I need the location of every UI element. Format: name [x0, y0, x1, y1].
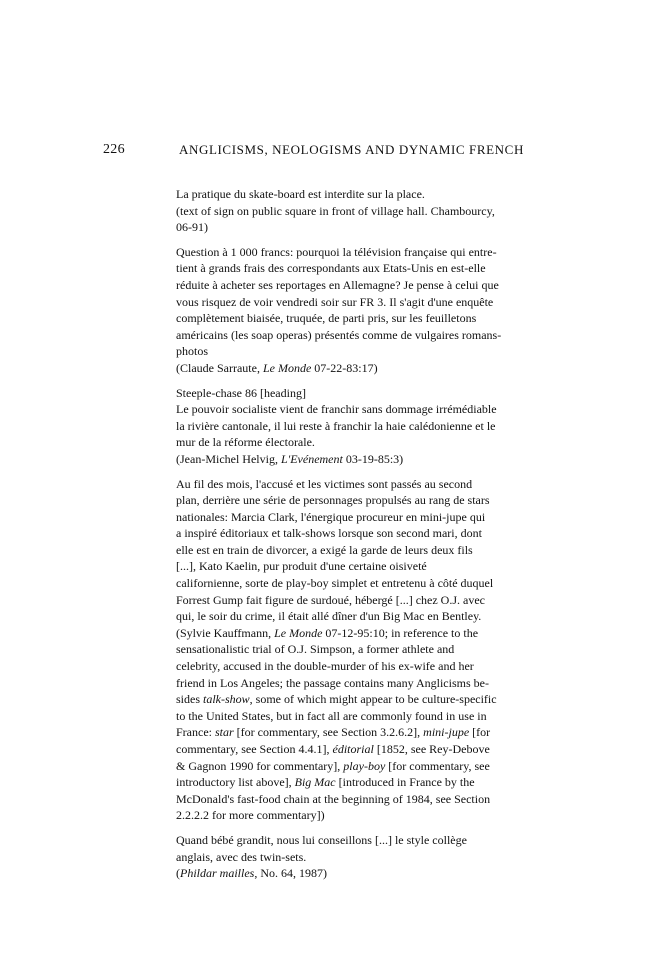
- text-line: friend in Los Angeles; the passage contains many Anglicisms be-: [176, 675, 489, 690]
- quotation-text: [176, 186, 548, 236]
- text-line: complètement biaisée, truquée, de parti pris, sur les feuilletons: [176, 311, 477, 326]
- text-line: 2.2.2.2 for more commentary]): [176, 808, 325, 823]
- text-line: France: star [for commentary, see Section 3.2.6.2], mini-jupe [for: [176, 725, 491, 740]
- text-line: sensationalistic trial of O.J. Simpson, a former athlete and: [176, 642, 455, 657]
- page-number: 226: [103, 142, 125, 157]
- text-line: [...], Kato Kaelin, pur produit d'une certaine oisiveté: [176, 559, 427, 574]
- text-line: photos: [176, 344, 209, 359]
- text-line: a inspiré éditoriaux et talk-shows lorsque son second mari, dont: [176, 526, 482, 541]
- quotation-text: [176, 476, 548, 824]
- text-line: plan, derrière une série de personnages propulsés au rang de stars: [176, 493, 490, 508]
- text-line: vous risquez de voir vendredi soir sur FR 3. Il s'agit d'une enquête: [176, 294, 494, 309]
- text-line: (Jean-Michel Helvig, L'Evénement 03-19-85:3): [176, 451, 404, 466]
- text-line: Le pouvoir socialiste vient de franchir sans dommage irrémédiable: [176, 402, 497, 417]
- text-line: Forrest Gump fait figure de surdoué, hébergé [...] chez O.J. avec: [176, 592, 485, 607]
- text-line: mur de la réforme électorale.: [176, 435, 315, 450]
- running-title: ANGLICISMS, NEOLOGISMS AND DYNAMIC FRENCH: [179, 142, 524, 157]
- text-line: réduite à acheter ses reportages en Allemagne? Je pense à celui que: [176, 277, 499, 292]
- quotation-block: [176, 832, 548, 882]
- quotation-block: [176, 186, 548, 236]
- text-line: la rivière cantonale, il lui reste à franchir la haie calédonienne et le: [176, 418, 496, 433]
- text-line: anglais, avec des twin-sets.: [176, 849, 307, 864]
- text-line: commentary, see Section 4.4.1], éditorial [1852, see Rey-Debove: [176, 742, 490, 756]
- text-line: Steeple-chase 86 [heading]: [176, 385, 306, 400]
- text-line: (Phildar mailles, No. 64, 1987): [176, 866, 328, 881]
- text-line: elle est en train de divorcer, a exigé la garde de leurs deux fils: [176, 542, 473, 557]
- text-line: introductory list above], Big Mac [introduced in France by the: [176, 775, 475, 790]
- quotation-text: [176, 832, 548, 882]
- text-line: McDonald's fast-food chain at the beginning of 1984, see Section: [176, 791, 491, 806]
- quotation-text: [176, 244, 548, 377]
- quotation-block: [176, 476, 548, 824]
- text-line: qui, le soir du crime, il était allé dîner d'un Big Mac en Bentley.: [176, 609, 482, 624]
- text-line: (Sylvie Kauffmann, Le Monde 07-12-95:10; in reference to the: [176, 625, 479, 640]
- quotation-block: [176, 385, 548, 468]
- text-line: américains (les soap operas) présentés comme de vulgaires romans-: [176, 327, 502, 342]
- text-line: nationales: Marcia Clark, l'énergique procureur en mini-jupe qui: [176, 509, 486, 524]
- text-line: to the United States, but in fact all are commonly found in use in: [176, 708, 487, 723]
- page-body: [176, 186, 548, 890]
- quotation-block: [176, 244, 548, 377]
- text-line: Au fil des mois, l'accusé et les victimes sont passés au second: [176, 476, 473, 491]
- quotation-text: [176, 385, 548, 468]
- text-line: & Gagnon 1990 for commentary], play-boy [for commentary, see: [176, 758, 490, 773]
- text-line: californienne, sorte de play-boy simplet et entretenu à côté duquel: [176, 576, 494, 591]
- text-line: celebrity, accused in the double-murder of his ex-wife and her: [176, 659, 474, 674]
- text-line: La pratique du skate-board est interdite sur la place.: [176, 187, 425, 201]
- text-line: (Claude Sarraute, Le Monde 07-22-83:17): [176, 360, 378, 375]
- text-line: Quand bébé grandit, nous lui conseillons [...] le style collège: [176, 832, 467, 847]
- text-line: Question à 1 000 francs: pourquoi la télévision française qui entre-: [176, 244, 497, 259]
- text-line: (text of sign on public square in front of village hall. Chambourcy,: [176, 203, 495, 218]
- text-line: 06-91): [176, 220, 208, 235]
- text-line: sides talk-show, some of which might appear to be culture-specific: [176, 692, 497, 707]
- text-line: tient à grands frais des correspondants aux Etats-Unis en est-elle: [176, 261, 486, 276]
